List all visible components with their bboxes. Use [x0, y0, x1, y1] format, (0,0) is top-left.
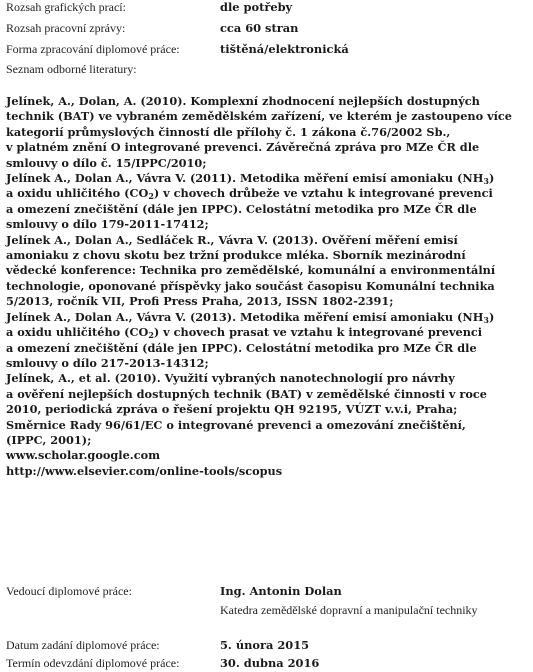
assigned-date-label: Datum zadání diplomové práce:	[6, 638, 160, 652]
literature-line: v platném znění O integrované prevenci. Závěrečná zpráva pro MZe ČR dle	[6, 140, 480, 155]
department-name: Katedra zemědělské dopravní a manipulační techniky	[220, 603, 478, 617]
graphics-scope-label: Rozsah grafických prací:	[6, 0, 126, 14]
literature-line: Jelínek A., Dolan A., Vávra V. (2011). Metodika měření emisí amoniaku $(NH_3)$	[6, 171, 495, 187]
report-scope-label: Rozsah pracovní zprávy:	[6, 21, 126, 35]
literature-line: smlouvy o dílo 217-2013-14312;	[6, 355, 209, 370]
literature-line: smlouvy o dílo 179-2011-17412;	[6, 217, 209, 232]
deadline-value: 30. dubna 2016	[220, 656, 320, 670]
subscript: 2	[148, 191, 154, 202]
literature-link: http://www.elsevier.com/online-tools/scopus	[6, 463, 283, 478]
literature-line: a oxidu uhličitého $(CO_2)$ v chovech drůbeže ve vztahu k integrované prevenci	[6, 186, 493, 202]
literature-line: Směrnice Rady 96/61/EC o integrované prevenci a omezování znečištění,	[6, 417, 466, 432]
literature-line: a oxidu uhličitého $(CO_2)$ v chovech prasat ve vztahu k integrované prevenci	[6, 325, 483, 341]
literature-link: www.scholar.google.com	[6, 448, 161, 463]
assigned-date-value: 5. února 2015	[220, 638, 310, 652]
literature-line: Jelínek, A., et al. (2010). Využití vybraných nanotechnologií pro návrhy	[6, 371, 455, 386]
literature-line: Jelínek A., Dolan A., Sedláček R., Vávra V. (2013). Ověření měření emisí	[6, 232, 458, 247]
literature-line: amoniaku z chovu skotu bez tržní produkce mléka. Sborník mezinárodní	[6, 248, 466, 263]
deadline-label: Termín odevzdání diplomové práce:	[6, 656, 180, 670]
literature-line: vědecké konference: Technika pro zemědělské, komunální a environmentální	[6, 263, 496, 278]
literature-line: Jelínek, A., Dolan, A. (2010). Komplexní zhodnocení nejlepších dostupných	[6, 94, 480, 108]
subscript: 3	[483, 314, 489, 325]
literature-line: smlouvy o dílo č. 15/IPPC/2010;	[6, 155, 207, 170]
literature-line: (IPPC, 2001);	[6, 432, 92, 447]
literature-line: a omezení znečištění (dále jen IPPC). Celostátní metodika pro MZe ČR dle	[6, 201, 477, 216]
literature-line: a ověření nejlepších dostupných technik (BAT) v zemědělské činnosti v roce	[6, 386, 487, 401]
subscript: 3	[483, 176, 489, 187]
literature-line: 5/2013, ročník VII, Profi Press Praha, 2013, ISSN 1802-2391;	[6, 294, 394, 309]
thesis-form-label: Forma zpracování diplomové práce:	[6, 42, 180, 56]
literature-line: kategorií průmyslových činností dle přílohy č. 1 zákona č.76/2002 Sb.,	[6, 124, 451, 139]
literature-line: technologie, oponované příspěvky jako součást časopisu Komunální technika	[6, 278, 495, 293]
subscript: 2	[148, 330, 154, 341]
supervisor-name: Ing. Antonin Dolan	[220, 584, 342, 598]
graphics-scope-value: dle potřeby	[220, 0, 293, 14]
report-scope-value: cca 60 stran	[220, 21, 299, 35]
thesis-form-value: tištěná/elektronická	[220, 42, 349, 56]
literature-label: Seznam odborné literatury:	[6, 62, 137, 76]
literature-line: technik (BAT) ve vybraném zemědělském zařízení, ve kterém je zastoupeno více	[6, 109, 512, 124]
literature-line: Jelínek A., Dolan A., Vávra V. (2013). Metodika měření emisí amoniaku $(NH_3)$	[6, 309, 495, 325]
literature-line: a omezení znečištění (dále jen IPPC). Celostátní metodika pro MZe ČR dle	[6, 340, 477, 355]
literature-list	[6, 94, 531, 479]
supervisor-label: Vedoucí diplomové práce:	[6, 584, 132, 598]
literature-line: 2010, periodická zpráva o řešení projektu QH 92195, VÚZT v.v.i, Praha;	[6, 402, 458, 417]
